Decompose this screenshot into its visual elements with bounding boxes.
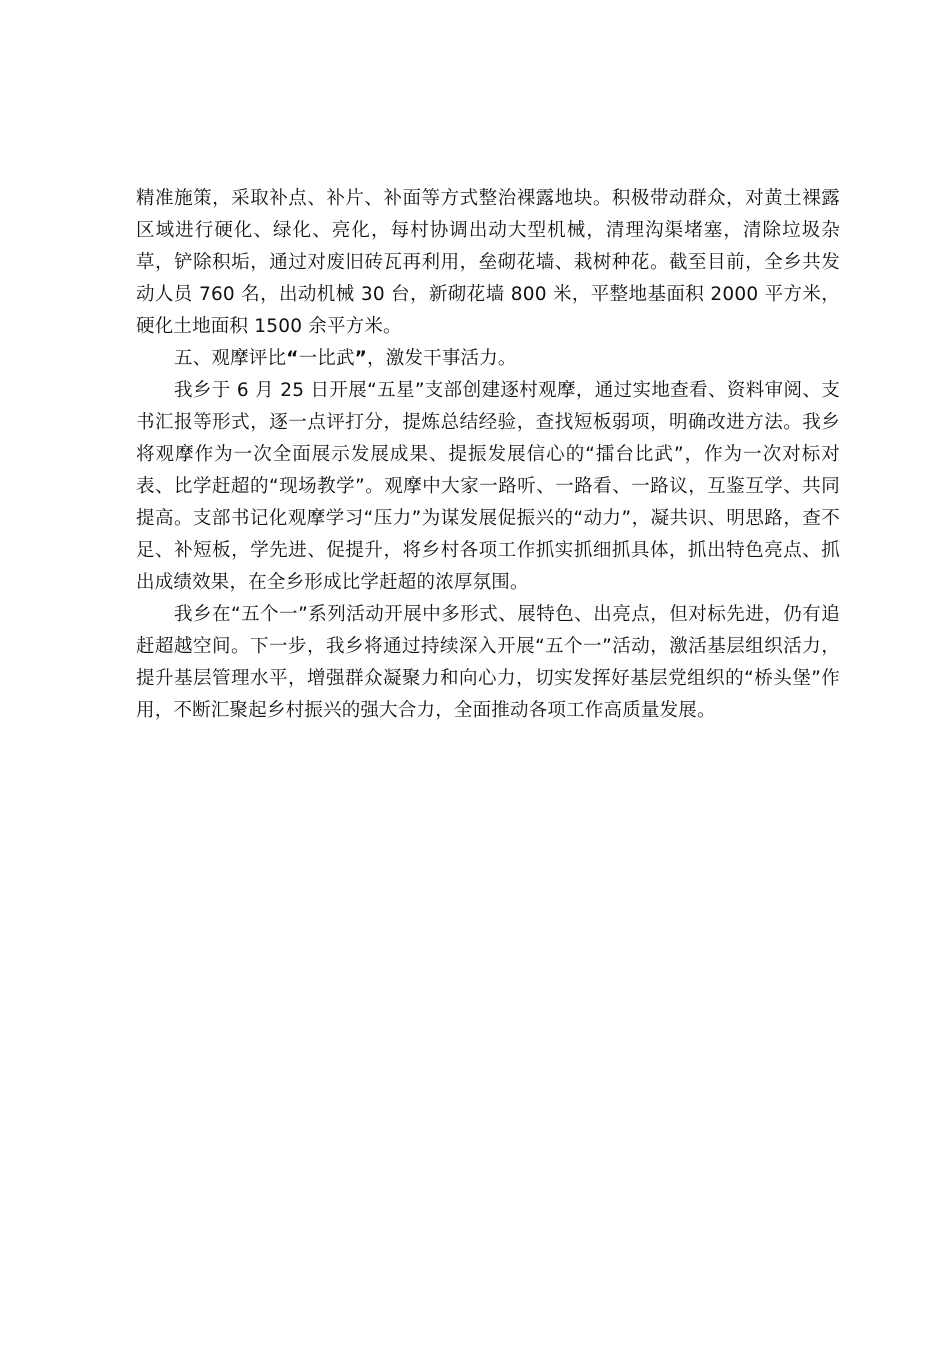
paragraph-4: 我乡在“五个一”系列活动开展中多形式、展特色、出亮点，但对标先进，仍有追赶超越空间。下一步，我乡将通过持续深入开展“五个一”活动，激活基层组织活力，提升基层管理水平，增强群众凝聚力和向心力，切实发挥好基层党组织的“桥头堡”作用，不断汇聚起乡村振兴的强大合力，全面推动各项工作高质量发展。 [136,604,840,721]
document-body [136,183,840,727]
heading-text-after: ，激发干事活力。 [367,348,517,369]
heading-quote-open: “ [286,348,299,369]
paragraph-1: 精准施策，采取补点、补片、补面等方式整治裸露地块。积极带动群众，对黄土裸露区域进行硬化、绿化、亮化，每村协调出动大型机械，清理沟渠堵塞，清除垃圾杂草，铲除积垢，通过对废旧砖瓦再利用，垒砌花墙、栽树种花。截至目前，全乡共发动人员 760 名，出动机械 30 台，新砌花墙 800 米，平整地基面积 2000 平方米，硬化土地面积 1500 余平方米。 [136,188,840,337]
paragraph-3: 我乡于 6 月 25 日开展“五星”支部创建逐村观摩，通过实地查看、资料审阅、支书汇报等形式，逐一点评打分，提炼总结经验，查找短板弱项，明确改进方法。我乡将观摩作为一次全面展示发展成果、提振发展信心的“擂台比武”，作为一次对标对表、比学赶超的“现场教学”。观摩中大家一路听、一路看、一路议，互鉴互学、共同提高。支部书记化观摩学习“压力”为谋发展促振兴的“动力”，凝共识、明思路，查不足、补短板，学先进、促提升，将乡村各项工作抓实抓细抓具体，抓出特色亮点、抓出成绩效果，在全乡形成比学赶超的浓厚氛围。 [136,380,840,593]
heading-quote-close: ” [354,348,368,369]
heading-quoted-text: 一比武 [298,348,355,369]
section-heading-5 [136,343,840,375]
heading-text-before: 五、观摩评比 [174,348,287,369]
